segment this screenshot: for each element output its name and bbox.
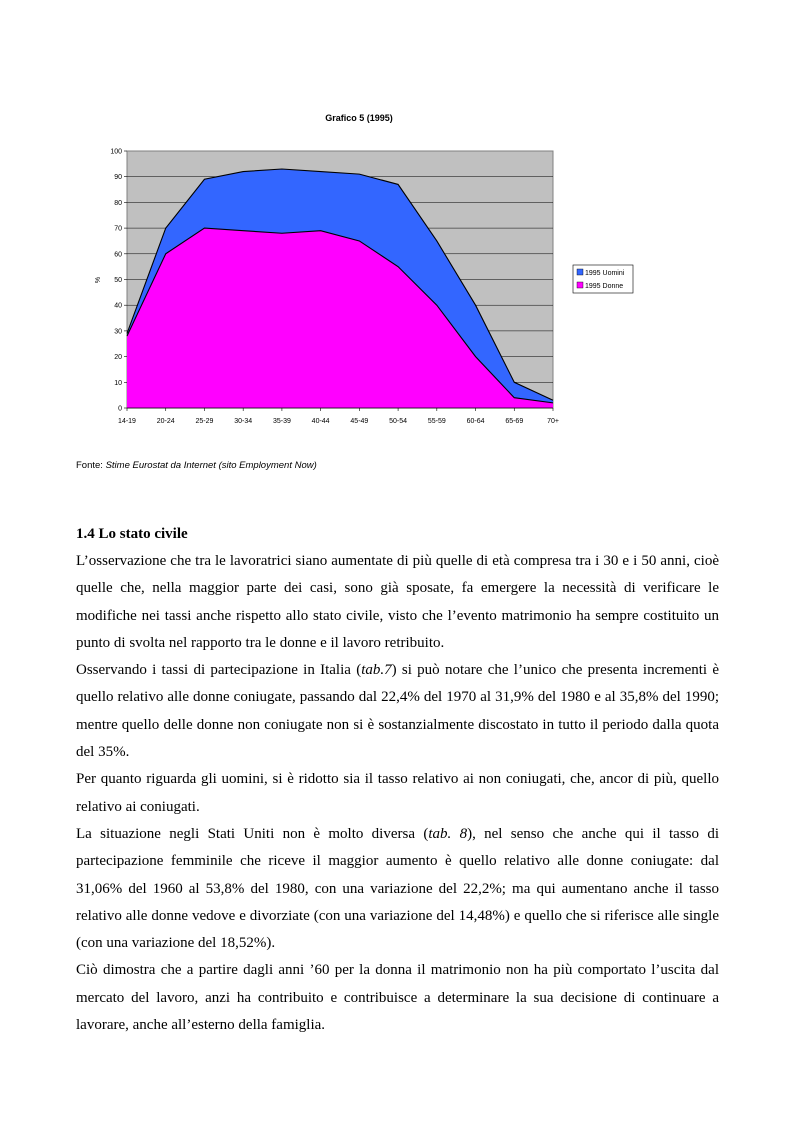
x-tick-label: 55-59 [427,418,446,425]
x-tick-label: 60-64 [466,418,485,425]
paragraph-5: Ciò dimostra che a partire dagli anni ’60 per la donna il matrimonio non ha più comportato l’uscita dal mercato del lavoro, anzi ha contribuito e contribuisce a determinare la sua decisione di continuare a lavorare, anche all’esterno della famiglia. [76,962,719,1034]
y-tick-label: 100 [110,148,122,156]
paragraph-1: L’osservazione che tra le lavoratrici siano aumentate di più quelle di età compresa tra i 30 e i 50 anni, cioè quelle che, nella maggior parte dei casi, sono già sposate, fa emergere la necessità di verificare le modifiche nei tassi anche rispetto allo stato civile, visto che l’evento matrimonio ha sempre costituito un punto di svolta nel rapporto tra le donne e il lavoro retribuito. [76,553,719,651]
section-title: 1.4 Lo stato civile [76,526,188,542]
source-text: Stime Eurostat da Internet (sito Employment Now) [105,460,317,471]
x-tick-label: 40-44 [311,418,330,425]
y-axis-label: % [95,276,102,284]
paragraph-4-part-a: La situazione negli Stati Uniti non è molto diversa ( [76,825,429,842]
x-tick-label: 30-34 [234,418,253,425]
paragraph-2-part-b: ) si può notare che l’unico che presenta incrementi è quello relativo alle donne coniugate, passando dal 22,4% del 1970 al 31,9% del 1980 e al 35,8% del 1990; mentre quello delle donne non coniugate non si è sostanzialmente discostato in tutto il periodo dalla quota del 35%. [76,662,719,761]
y-axis-ticks [110,149,127,413]
paragraph-3: Per quanto riguarda gli uomini, si è ridotto sia il tasso relativo ai non coniugati, che, ancor di più, quello relativo ai coniugati. [76,771,719,815]
table-reference-7: tab.7 [361,662,392,679]
x-tick-label: 50-54 [389,418,408,425]
y-tick-label: 20 [114,354,122,362]
y-tick-label: 80 [114,199,122,207]
y-tick-label: 60 [114,251,122,259]
x-tick-label: 35-39 [272,418,291,425]
legend-swatch-donne [577,282,583,288]
paragraph-2-part-a: Osservando i tassi di partecipazione in Italia ( [76,662,362,679]
table-reference-8: tab. 8 [428,825,468,842]
y-tick-label: 0 [118,405,122,413]
x-tick-label: 70+ [547,418,559,425]
body-text [76,548,719,1039]
legend-label-uomini: 1995 Uomini [585,270,625,277]
paragraph-4-part-b: ), nel senso che anche qui il tasso di partecipazione femminile che riceve il maggior aumento è quello relativo alle donne coniugate: dal 31,06% del 1960 al 53,8% del 1980, con una variazione del 22,2%; ma qui aumentano anche il tasso relativo alle donne vedove e divorziate (con una variazione del 14,48%) e quello che si riferisce alle single (con una variazione del 18,52%). [76,825,720,952]
y-tick-label: 40 [114,302,122,310]
x-tick-label: 14-19 [118,418,136,425]
chart-source [76,460,317,471]
area-chart [0,0,793,440]
x-tick-label: 45-49 [350,418,369,425]
legend-swatch-uomini [577,269,583,275]
x-tick-label: 25-29 [195,418,214,425]
paragraph-4 [76,821,719,957]
paragraph-2 [76,657,719,766]
y-tick-label: 30 [114,328,122,336]
x-axis-ticks [118,405,559,425]
x-tick-label: 20-24 [156,418,175,425]
y-tick-label: 70 [114,225,122,233]
legend [573,265,633,293]
y-tick-label: 10 [114,379,122,387]
y-tick-label: 90 [114,174,122,182]
legend-label-donne: 1995 Donne [585,283,624,290]
chart-title: Grafico 5 (1995) [325,113,393,123]
x-tick-label: 65-69 [505,418,524,425]
y-tick-label: 50 [114,277,122,284]
source-label: Fonte: [76,460,106,471]
